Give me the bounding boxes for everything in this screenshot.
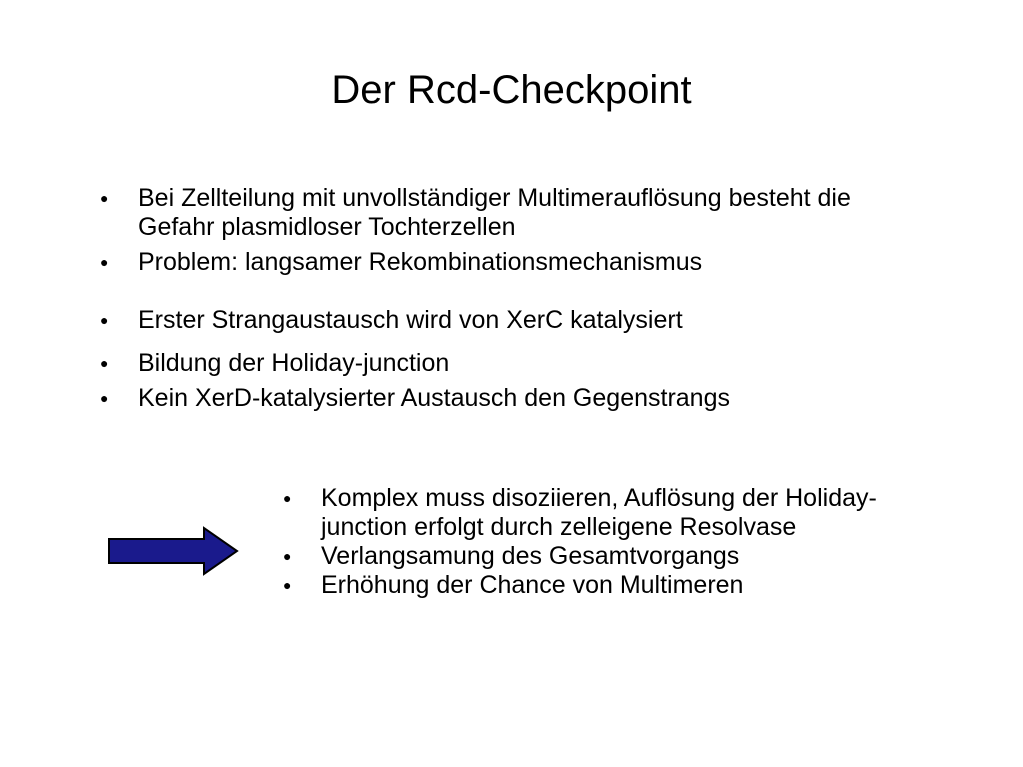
list-item: [100, 248, 900, 277]
consequence-bullet-list: [283, 484, 923, 600]
list-item: [283, 542, 923, 571]
bullet-dot-icon: ●: [100, 390, 109, 406]
bullet-dot-icon: ●: [100, 254, 109, 270]
slide-title: Der Rcd-Checkpoint: [331, 68, 692, 112]
list-item-text: Bildung der Holiday-junction: [138, 349, 450, 377]
main-bullet-list: [100, 184, 900, 413]
list-item: [100, 384, 900, 413]
list-item-text: Komplex muss disoziieren, Auflösung der Holiday-junction erfolgt durch zelleigene Resolvase: [321, 484, 877, 541]
list-item: [283, 571, 923, 600]
list-item: [283, 484, 923, 542]
bullet-dot-icon: ●: [283, 577, 292, 593]
list-item-text: Bei Zellteilung mit unvollständiger Multimerauflösung besteht die Gefahr plasmidloser Tochterzellen: [138, 184, 851, 241]
bullet-dot-icon: ●: [283, 548, 292, 564]
list-item-text: Erhöhung der Chance von Multimeren: [321, 571, 744, 599]
right-arrow-icon: [107, 526, 239, 576]
bullet-dot-icon: ●: [100, 190, 109, 206]
list-item: [100, 349, 900, 378]
bullet-dot-icon: ●: [283, 490, 292, 506]
list-item-text: Verlangsamung des Gesamtvorgangs: [321, 542, 740, 570]
list-item-text: Problem: langsamer Rekombinationsmechanismus: [138, 248, 703, 276]
list-item-text: Kein XerD-katalysierter Austausch den Gegenstrangs: [138, 384, 730, 412]
list-item-text: Erster Strangaustausch wird von XerC katalysiert: [138, 306, 683, 334]
bullet-dot-icon: ●: [100, 355, 109, 371]
bullet-dot-icon: ●: [100, 312, 109, 328]
list-item: [100, 306, 900, 335]
list-item: [100, 184, 900, 242]
